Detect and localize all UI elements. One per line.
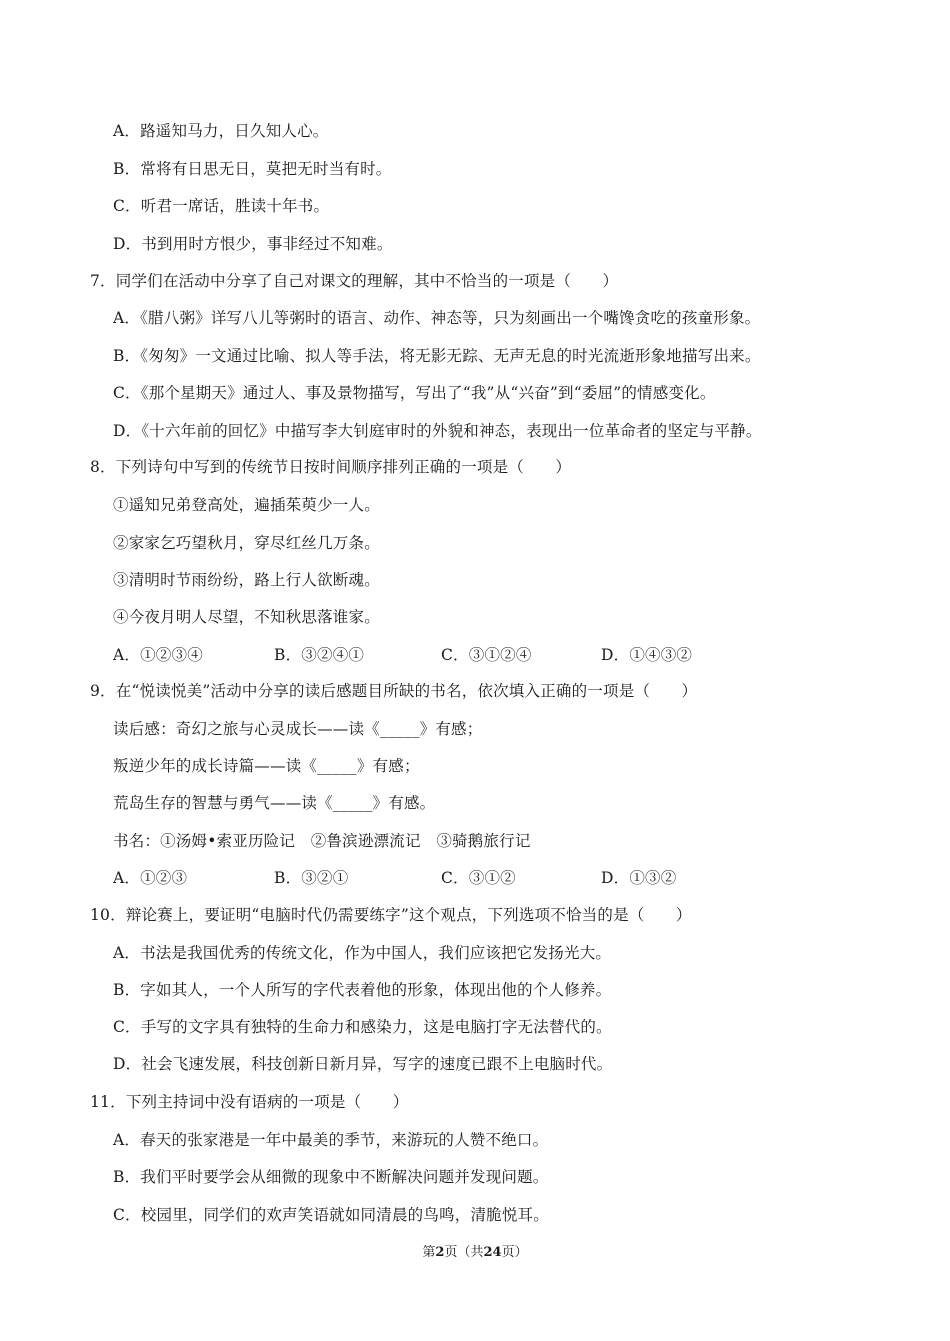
- q6-option-d: D．书到用时方恨少，事非经过不知难。: [113, 235, 393, 253]
- q11-option-b: B．我们平时要学会从细微的现象中不断解决问题并发现问题。: [113, 1168, 549, 1186]
- q9-line: 叛逆少年的成长诗篇——读《_____》有感；: [113, 757, 420, 775]
- q9-stem: 9．在“悦读悦美”活动中分享的读后感题目所缺的书名，依次填入正确的一项是（ ）: [90, 682, 698, 700]
- q8-poem-line: ④今夜月明人尽望，不知秋思落谁家。: [113, 608, 380, 626]
- q11-option-a: A．春天的张家港是一年中最美的季节，来游玩的人赞不绝口。: [113, 1131, 549, 1149]
- q8-choice-c: C．③①②④: [441, 646, 532, 664]
- q10-option-b: B．字如其人，一个人所写的字代表着他的形象，体现出他的个人修养。: [113, 981, 612, 999]
- q7-stem: 7．同学们在活动中分享了自己对课文的理解，其中不恰当的一项是（ ）: [90, 272, 619, 290]
- q9-choice-b: B．③②①: [274, 869, 349, 887]
- footer-middle: 页（共: [444, 1245, 484, 1260]
- q7-option-c: C．《那个星期天》通过人、事及景物描写，写出了“我”从“兴奋”到“委屈”的情感变化。: [113, 384, 716, 402]
- q8-choice-d: D．①④③②: [601, 646, 693, 664]
- q9-line: 读后感：奇幻之旅与心灵成长——读《_____》有感；: [113, 720, 483, 738]
- q6-option-b: B．常将有日思无日，莫把无时当有时。: [113, 160, 392, 178]
- q7-option-d: D．《十六年前的回忆》中描写李大钊庭审时的外貌和神态，表现出一位革命者的坚定与平静。: [113, 422, 762, 440]
- q8-poem-line: ③清明时节雨纷纷，路上行人欲断魂。: [113, 571, 380, 589]
- footer-suffix: 页）: [501, 1245, 528, 1260]
- q10-option-a: A．书法是我国优秀的传统文化，作为中国人，我们应该把它发扬光大。: [113, 944, 612, 962]
- q8-poem-line: ②家家乞巧望秋月，穿尽红丝几万条。: [113, 534, 380, 552]
- q8-choice-b: B．③②④①: [274, 646, 365, 664]
- q11-stem: 11．下列主持词中没有语病的一项是（ ）: [90, 1093, 409, 1111]
- q10-option-c: C．手写的文字具有独特的生命力和感染力，这是电脑打字无法替代的。: [113, 1018, 612, 1036]
- q10-stem: 10．辩论赛上，要证明“电脑时代仍需要练字”这个观点，下列选项不恰当的是（ ）: [90, 906, 692, 924]
- q9-book-list: 书名：①汤姆•索亚历险记 ②鲁滨逊漂流记 ③骑鹅旅行记: [113, 832, 531, 850]
- q6-option-c: C．听君一席话，胜读十年书。: [113, 197, 330, 215]
- q9-choice-c: C．③①②: [441, 869, 516, 887]
- page-number: 2: [435, 1245, 445, 1260]
- q10-option-d: D．社会飞速发展，科技创新日新月异，写字的速度已跟不上电脑时代。: [113, 1055, 613, 1073]
- q9-choice-a: A．①②③: [113, 869, 188, 887]
- q9-choice-d: D．①③②: [601, 869, 677, 887]
- q6-option-a: A．路遥知马力，日久知人心。: [113, 122, 329, 140]
- page-footer: [0, 1244, 950, 1262]
- q7-option-b: B．《匆匆》一文通过比喻、拟人等手法，将无影无踪、无声无息的时光流逝形象地描写出来。: [113, 347, 761, 365]
- q8-poem-line: ①遥知兄弟登高处，遍插茱萸少一人。: [113, 496, 380, 514]
- q8-choice-a: A．①②③④: [113, 646, 203, 664]
- q7-option-a: A．《腊八粥》详写八儿等粥时的语言、动作、神态等，只为刻画出一个嘴馋贪吃的孩童形象。: [113, 309, 761, 327]
- q8-stem: 8．下列诗句中写到的传统节日按时间顺序排列正确的一项是（ ）: [90, 458, 572, 476]
- total-pages: 24: [483, 1245, 502, 1260]
- q9-line: 荒岛生存的智慧与勇气——读《_____》有感。: [113, 794, 436, 812]
- q11-option-c: C．校园里，同学们的欢声笑语就如同清晨的鸟鸣，清脆悦耳。: [113, 1206, 549, 1224]
- footer-prefix: 第: [422, 1245, 436, 1260]
